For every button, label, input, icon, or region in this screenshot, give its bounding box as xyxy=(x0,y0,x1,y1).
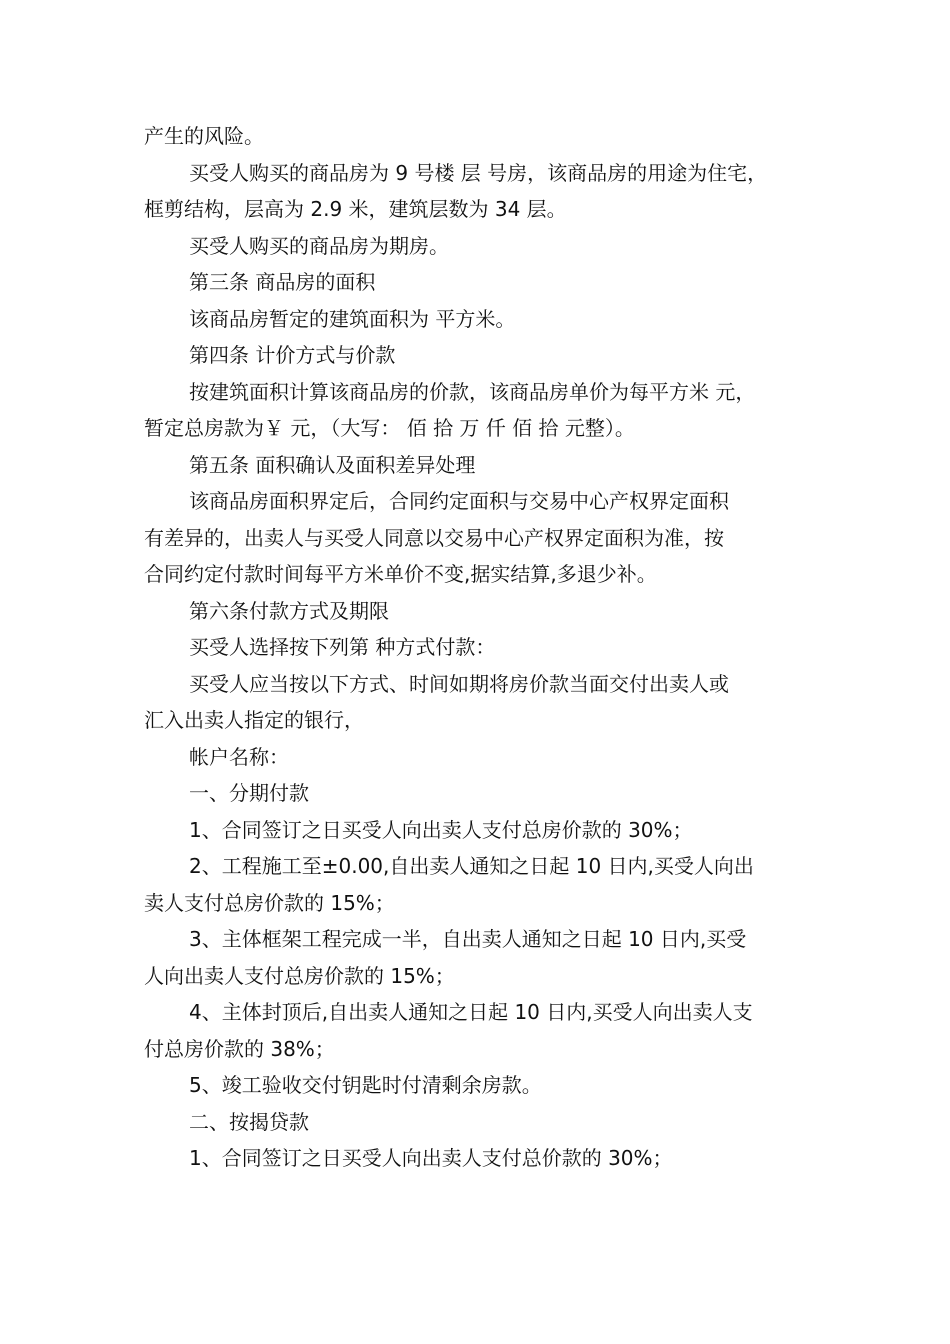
list-item: 1、合同签订之日买受人向出卖人支付总房价款的 30%； xyxy=(189,817,693,842)
text-line: 人向出卖人支付总房价款的 15%； xyxy=(144,963,455,988)
text-line: 框剪结构，层高为 2.9 米，建筑层数为 34 层。 xyxy=(144,197,567,221)
text-line: 卖人支付总房价款的 15%； xyxy=(144,890,395,915)
list-item: 4、主体封顶后,自出卖人通知之日起 10 日内,买受人向出卖人支 xyxy=(189,1000,753,1024)
text-line: 暂定总房款为￥ 元，（大写： 佰 拾 万 仟 佰 拾 元整）。 xyxy=(144,416,635,440)
text-line: 汇入出卖人指定的银行， xyxy=(144,708,364,732)
text-line: 买受人选择按下列第 种方式付款： xyxy=(189,635,496,659)
document-body xyxy=(144,118,810,1177)
text-line: 产生的风险。 xyxy=(144,124,264,148)
section-heading: 第四条 计价方式与价款 xyxy=(189,343,396,367)
text-line: 买受人应当按以下方式、时间如期将房价款当面交付出卖人或 xyxy=(189,671,729,696)
section-heading: 第三条 商品房的面积 xyxy=(189,270,376,294)
list-item: 1、合同签订之日买受人向出卖人支付总价款的 30%； xyxy=(189,1146,673,1170)
text-line: 合同约定付款时间每平方米单价不变,据实结算,多退少补。 xyxy=(144,562,657,586)
text-line: 有差异的，出卖人与买受人同意以交易中心产权界定面积为准，按 xyxy=(144,525,724,550)
text-line: 帐户名称： xyxy=(189,744,289,769)
section-heading: 第五条 面积确认及面积差异处理 xyxy=(189,452,476,477)
subsection-heading: 一、分期付款 xyxy=(189,781,309,805)
text-line: 该商品房暂定的建筑面积为 平方米。 xyxy=(189,306,516,331)
list-item: 3、主体框架工程完成一半，自出卖人通知之日起 10 日内,买受 xyxy=(189,927,747,951)
text-line: 按建筑面积计算该商品房的价款，该商品房单价为每平方米 元， xyxy=(189,379,756,404)
subsection-heading: 二、按揭贷款 xyxy=(189,1109,309,1134)
list-item: 2、工程施工至±0.00,自出卖人通知之日起 10 日内,买受人向出 xyxy=(189,854,754,878)
text-line: 该商品房面积界定后，合同约定面积与交易中心产权界定面积 xyxy=(189,489,729,513)
section-heading: 第六条付款方式及期限 xyxy=(189,598,389,623)
text-line: 买受人购买的商品房为期房。 xyxy=(189,233,449,258)
list-item: 5、竣工验收交付钥匙时付清剩余房款。 xyxy=(189,1073,542,1097)
text-line: 买受人购买的商品房为 9 号楼 层 号房，该商品房的用途为住宅， xyxy=(189,160,768,185)
text-line: 付总房价款的 38%； xyxy=(144,1036,335,1061)
